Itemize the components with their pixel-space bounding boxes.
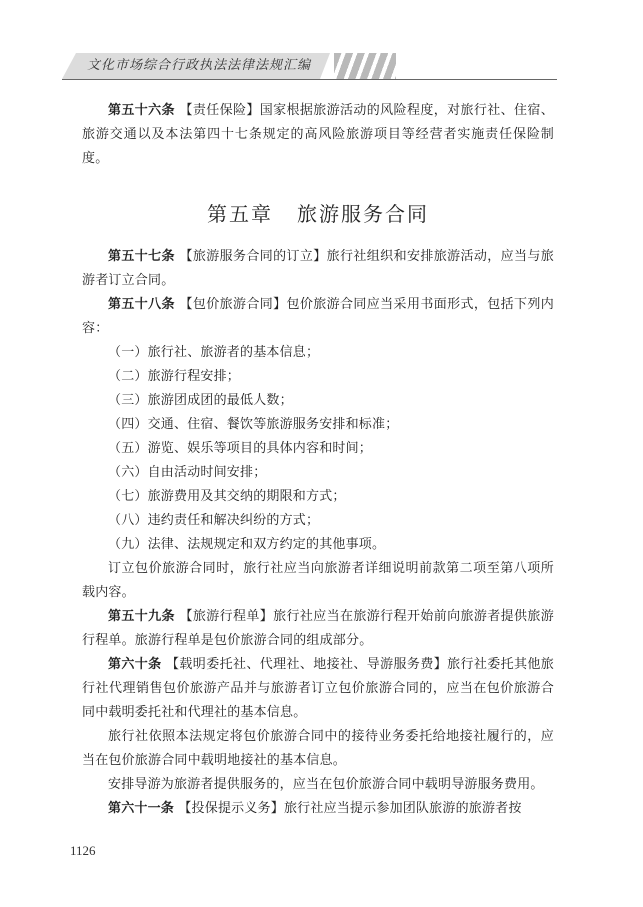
article-56 <box>82 99 554 171</box>
article-58 <box>82 293 554 341</box>
article-number: 第五十八条 <box>108 297 175 312</box>
list-item: （一）旅行社、旅游者的基本信息； <box>108 345 320 360</box>
chapter-name: 旅游服务合同 <box>297 202 429 226</box>
list-item: （五）游览、娱乐等项目的具体内容和时间； <box>108 441 373 456</box>
list-item: （八）违约责任和解决纠纷的方式； <box>108 513 320 528</box>
article-heading: 【投保提示义务】 <box>178 801 284 816</box>
chapter-title <box>82 199 554 229</box>
chapter-number: 第五章 <box>207 202 273 226</box>
article-57 <box>82 245 554 293</box>
header-rule <box>62 79 557 80</box>
article-60 <box>82 653 554 725</box>
article-number: 第五十七条 <box>108 249 175 264</box>
article-59 <box>82 605 554 653</box>
header-title: 文化市场综合行政执法法律法规汇编 <box>87 58 312 73</box>
running-header <box>62 53 557 83</box>
list-item: （七）旅游费用及其交纳的期限和方式； <box>108 489 346 504</box>
article-61 <box>82 797 554 821</box>
article-text: 包价旅游合同应当采用书面形式，包括下列内容： <box>82 297 554 336</box>
article-heading: 【责任保险】 <box>179 103 260 118</box>
article-60-paragraph-2: 旅行社依照本法规定将包价旅游合同中的接待业务委托给地接社履行的，应当在包价旅游合同中载明地接社的基本信息。 <box>82 729 554 768</box>
article-text: 国家根据旅游活动的风险程度，对旅行社、住宿、旅游交通以及本法第四十七条规定的高风险旅游项目等经营者实施责任保险制度。 <box>82 103 554 166</box>
article-60-paragraph-3: 安排导游为旅游者提供服务的，应当在包价旅游合同中载明导游服务费用。 <box>108 777 544 792</box>
article-heading: 【旅游服务合同的订立】 <box>179 249 327 264</box>
header-stripes-decoration <box>334 53 396 79</box>
list-item: （二）旅游行程安排； <box>108 369 241 384</box>
list-item: （三）旅游团成团的最低人数； <box>108 393 293 408</box>
list-item: （六）自由活动时间安排； <box>108 465 267 480</box>
article-text: 旅行社应当在旅游行程开始前向旅游者提供旅游行程单。旅游行程单是包价旅游合同的组成部分。 <box>82 609 554 648</box>
article-number: 第五十九条 <box>108 609 175 624</box>
page-body <box>82 99 554 821</box>
list-item: （四）交通、住宿、餐饮等旅游服务安排和标准； <box>108 417 399 432</box>
page-number: 1126 <box>70 843 96 858</box>
article-heading: 【包价旅游合同】 <box>179 297 287 312</box>
article-text: 旅行社委托其他旅行社代理销售包价旅游产品并与旅游者订立包价旅游合同的，应当在包价旅游合同中载明委托社和代理社的基本信息。 <box>82 657 554 720</box>
article-heading: 【旅游行程单】 <box>179 609 274 624</box>
list-item: （九）法律、法规规定和双方约定的其他事项。 <box>108 537 386 552</box>
article-heading: 【载明委托社、代理社、地接社、导游服务费】 <box>166 657 448 672</box>
article-text: 旅行社组织和安排旅游活动，应当与旅游者订立合同。 <box>82 249 554 288</box>
article-number: 第六十一条 <box>108 801 175 816</box>
article-text: 旅行社应当提示参加团队旅游的旅游者按 <box>283 801 522 816</box>
article-58-tail: 订立包价旅游合同时，旅行社应当向旅游者详细说明前款第二项至第八项所载内容。 <box>82 561 554 600</box>
article-number: 第六十条 <box>108 657 162 672</box>
article-number: 第五十六条 <box>108 103 175 118</box>
